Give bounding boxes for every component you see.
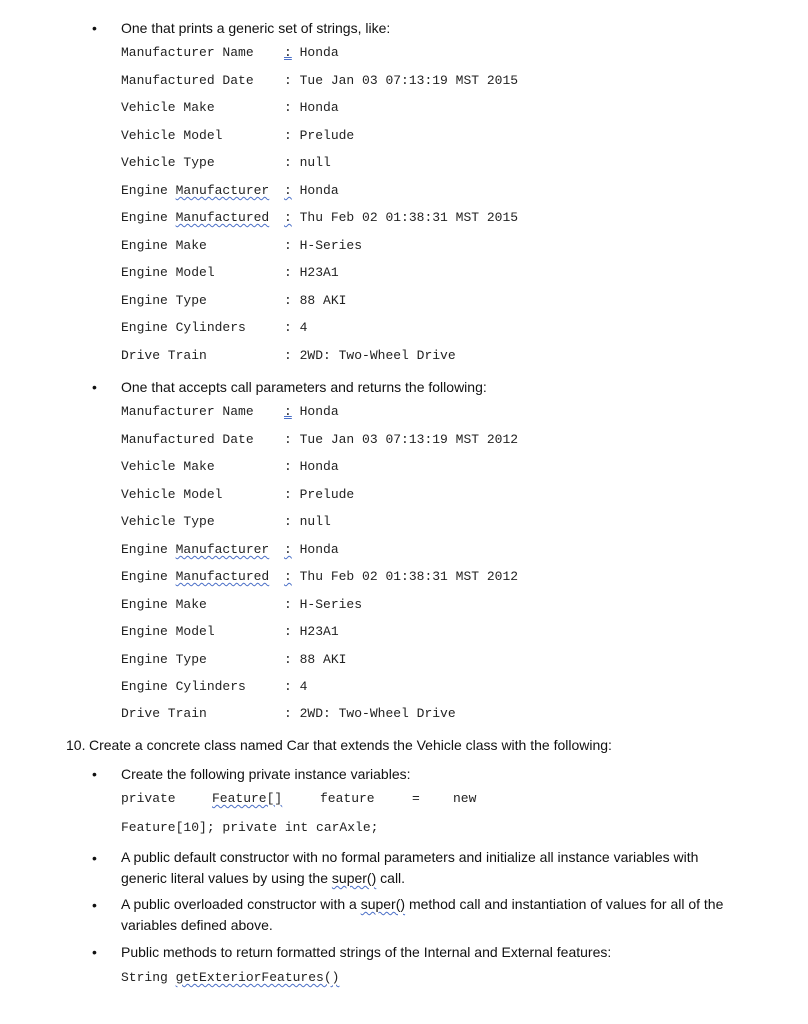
row-value-text: H-Series	[299, 238, 363, 253]
row-value-text: Tue Jan 03 07:13:19 MST 2012	[299, 432, 519, 447]
row-label: Engine Model	[121, 624, 215, 639]
row-sep: :	[284, 45, 292, 60]
row-sep: :	[284, 487, 292, 502]
row-label-a: Engine	[121, 183, 176, 198]
row-label-b: Manufactured	[175, 210, 270, 225]
bullet: •	[92, 850, 97, 866]
section1-intro: One that prints a generic set of strings, like:	[121, 20, 391, 36]
row-sep: :	[284, 706, 292, 721]
row-value	[284, 624, 339, 640]
row-value	[284, 73, 518, 89]
row-value-text: null	[299, 155, 331, 170]
row-value-text: 4	[299, 679, 308, 694]
row-value	[284, 487, 354, 503]
section2-intro: One that accepts call parameters and returns the following:	[121, 379, 487, 395]
row-value	[284, 569, 518, 585]
row-label: Manufacturer Name	[121, 45, 254, 60]
row-label: Manufacturer Name	[121, 404, 254, 419]
row-sep: :	[284, 265, 292, 280]
row-label: Vehicle Type	[121, 514, 215, 529]
b1-text: Create the following private instance variables:	[121, 766, 411, 782]
row-value	[284, 320, 307, 336]
code-line-1-name: feature	[320, 791, 375, 806]
b3-text-b: method call and instantiation of values for all of the variables defined above.	[121, 896, 724, 933]
bullet: •	[92, 766, 97, 782]
row-label-a: Engine	[121, 210, 176, 225]
row-label: Vehicle Model	[121, 487, 223, 502]
row-value-text: Tue Jan 03 07:13:19 MST 2015	[299, 73, 519, 88]
row-value-text: Honda	[299, 100, 339, 115]
row-label: Manufactured Date	[121, 73, 254, 88]
row-sep: :	[284, 128, 292, 143]
row-value-text: H-Series	[299, 597, 363, 612]
row-label: Vehicle Make	[121, 459, 215, 474]
row-sep: :	[284, 183, 292, 198]
row-value	[284, 597, 362, 613]
row-value-text: 2WD: Two-Wheel Drive	[299, 348, 456, 363]
row-sep: :	[284, 569, 292, 584]
row-label: Engine Make	[121, 597, 207, 612]
row-value	[284, 706, 456, 722]
row-label: Manufactured Date	[121, 432, 254, 447]
row-value-text: 88 AKI	[299, 293, 347, 308]
row-value-text: 4	[299, 320, 308, 335]
row-value-text: null	[299, 514, 331, 529]
row-value-text: H23A1	[299, 624, 339, 639]
row-value-text: Honda	[299, 404, 339, 419]
row-value-text: Honda	[299, 459, 339, 474]
row-value	[284, 459, 339, 475]
row-label-a: Engine	[121, 542, 176, 557]
item10-text: Create a concrete class named Car that extends the Vehicle class with the following:	[89, 737, 612, 753]
row-value-text: Thu Feb 02 01:38:31 MST 2012	[299, 569, 519, 584]
code-method-name: getExteriorFeatures()	[175, 970, 340, 985]
row-value	[284, 128, 354, 144]
b2-text-b: call.	[376, 870, 406, 886]
row-sep: :	[284, 238, 292, 253]
row-sep: :	[284, 210, 292, 225]
row-label: Engine Make	[121, 238, 207, 253]
code-method-line	[121, 970, 339, 986]
row-value	[284, 293, 346, 309]
row-sep: :	[284, 100, 292, 115]
bullet: •	[92, 897, 97, 913]
row-sep: :	[284, 404, 292, 419]
row-value	[284, 265, 339, 281]
row-label	[121, 569, 269, 585]
row-value	[284, 652, 346, 668]
row-sep: :	[284, 320, 292, 335]
row-value	[284, 45, 339, 61]
row-label-b: Manufactured	[175, 569, 270, 584]
row-label: Engine Type	[121, 293, 207, 308]
row-sep: :	[284, 432, 292, 447]
row-label: Engine Cylinders	[121, 320, 246, 335]
row-sep: :	[284, 348, 292, 363]
row-label: Drive Train	[121, 706, 207, 721]
b4-text: Public methods to return formatted strings of the Internal and External features:	[121, 944, 612, 960]
row-label: Engine Model	[121, 265, 215, 280]
code-line-1-new: new	[453, 791, 477, 806]
row-value-text: 88 AKI	[299, 652, 347, 667]
bullet: •	[92, 944, 97, 960]
row-value-text: Honda	[299, 45, 339, 60]
row-label-b: Manufacturer	[175, 183, 270, 198]
row-sep: :	[284, 73, 292, 88]
row-sep: :	[284, 514, 292, 529]
bullet: •	[92, 20, 97, 36]
code-line-2: Feature[10]; private int carAxle;	[121, 820, 379, 835]
code-line-1-equals: =	[412, 791, 420, 806]
row-value-text: Honda	[299, 183, 339, 198]
row-value-text: Honda	[299, 542, 339, 557]
row-label-b: Manufacturer	[175, 542, 270, 557]
row-label-a: Engine	[121, 569, 176, 584]
row-value	[284, 404, 339, 420]
b3-text-a: A public overloaded constructor with a	[121, 896, 361, 912]
row-value-text: 2WD: Two-Wheel Drive	[299, 706, 456, 721]
bullet: •	[92, 379, 97, 395]
row-label: Vehicle Type	[121, 155, 215, 170]
row-sep: :	[284, 155, 292, 170]
row-label	[121, 210, 269, 226]
row-value	[284, 155, 331, 171]
b3-text	[121, 894, 741, 936]
row-label: Engine Type	[121, 652, 207, 667]
row-value	[284, 514, 331, 530]
b2-text	[121, 847, 741, 889]
row-value	[284, 348, 456, 364]
row-sep: :	[284, 624, 292, 639]
row-value	[284, 100, 339, 116]
row-sep: :	[284, 459, 292, 474]
row-label: Engine Cylinders	[121, 679, 246, 694]
b2-text-a: A public default constructor with no formal parameters and initialize all instance variables with generic literal values by using the	[121, 849, 699, 886]
row-value	[284, 679, 307, 695]
code-method-type: String	[121, 970, 176, 985]
row-label: Vehicle Model	[121, 128, 223, 143]
row-sep: :	[284, 293, 292, 308]
row-sep: :	[284, 652, 292, 667]
row-value-text: Prelude	[299, 128, 355, 143]
row-sep: :	[284, 597, 292, 612]
super-call-link: super()	[331, 870, 377, 886]
row-sep: :	[284, 679, 292, 694]
row-value	[284, 210, 518, 226]
code-line-1-private: private	[121, 791, 176, 806]
row-label	[121, 542, 269, 558]
row-value-text: Prelude	[299, 487, 355, 502]
super-call-link: super()	[360, 896, 406, 912]
row-label: Drive Train	[121, 348, 207, 363]
row-value	[284, 238, 362, 254]
code-line-1-type: Feature[]	[212, 791, 283, 806]
row-value-text: Thu Feb 02 01:38:31 MST 2015	[299, 210, 519, 225]
row-value	[284, 432, 518, 448]
row-label: Vehicle Make	[121, 100, 215, 115]
row-label	[121, 183, 269, 199]
item10-number: 10.	[66, 737, 86, 753]
row-value	[284, 542, 339, 558]
row-sep: :	[284, 542, 292, 557]
row-value-text: H23A1	[299, 265, 339, 280]
row-value	[284, 183, 339, 199]
